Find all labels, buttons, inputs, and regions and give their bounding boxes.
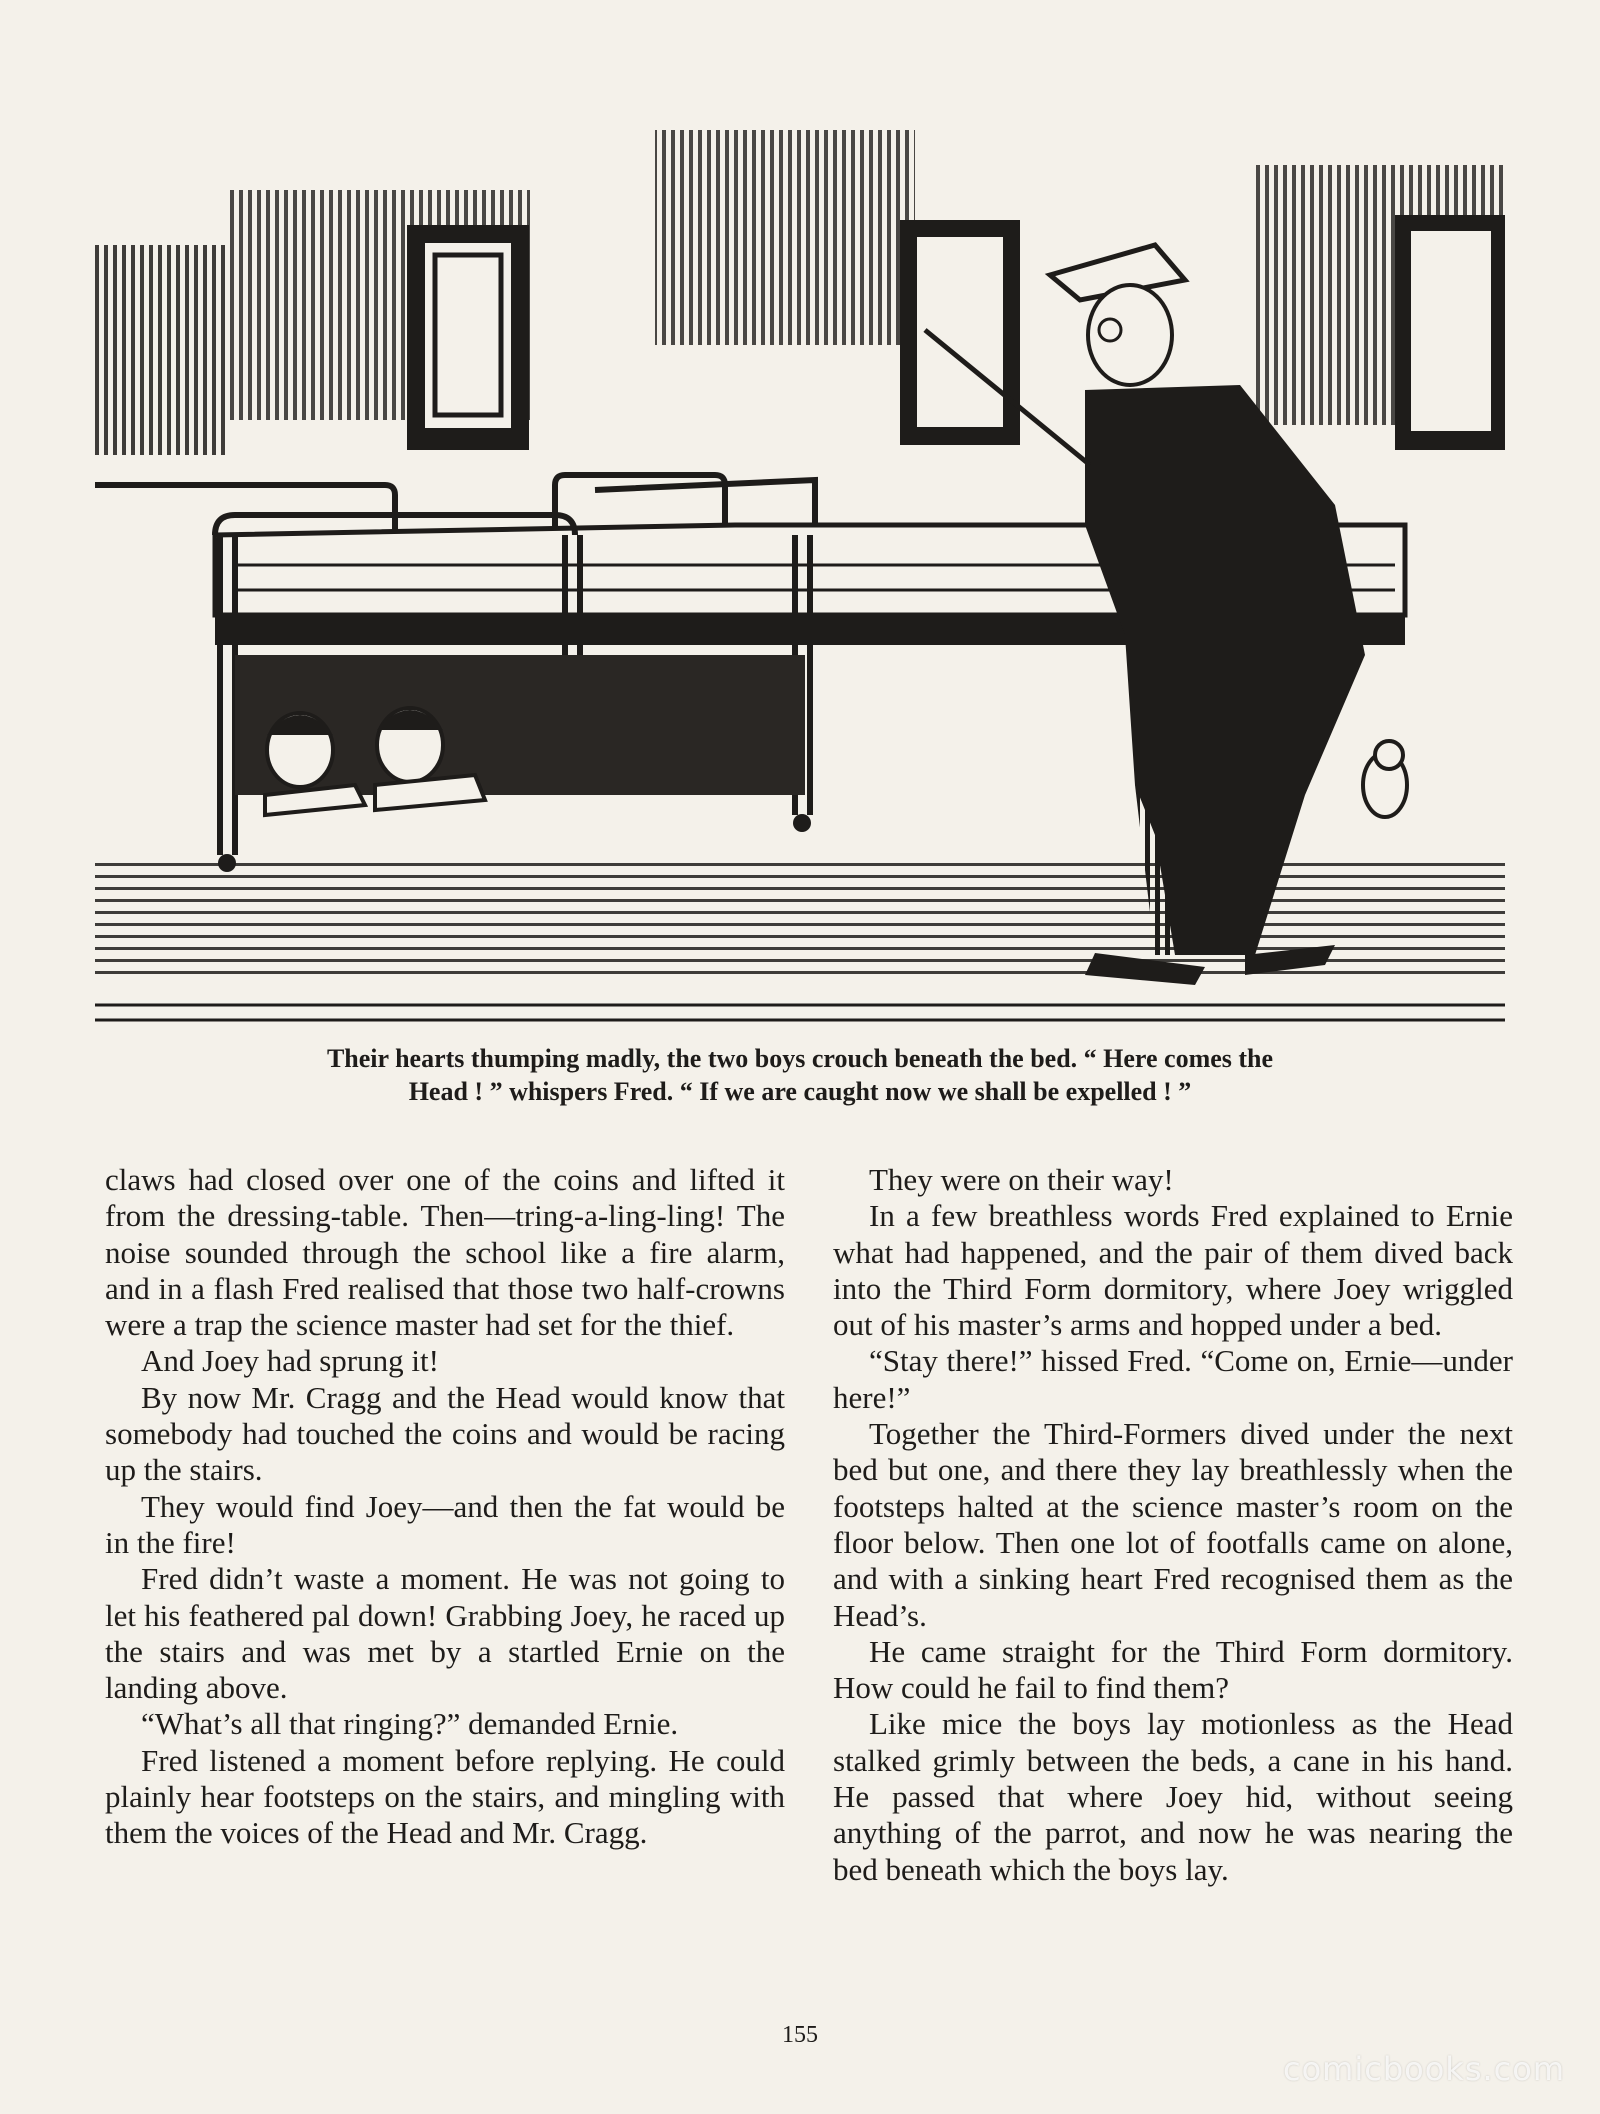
- caption-line-1: Their hearts thumping madly, the two boys crouch beneath the bed. “ Here comes the: [326, 1044, 1274, 1073]
- picture-frame-left: [407, 225, 529, 450]
- paragraph: And Joey had sprung it!: [141, 1343, 439, 1379]
- caption-line-2: Head ! ” whispers Fred. “ If we are caught now we shall be expelled ! ”: [408, 1077, 1192, 1106]
- paragraph: Like mice the boys lay motionless as the Head stalked grimly between the beds, a cane in his hand. He passed that where Joey hid, without seeing anything of the parrot, and now he was nearing the bed beneath which the boys lay.: [833, 1706, 1513, 1887]
- paragraph: Fred listened a moment before replying. He could plainly hear footsteps on the stairs, and mingling with them the voices of the Head and Mr. Cragg.: [105, 1742, 785, 1851]
- paragraph: claws had closed over one of the coins and lifted it from the dressing-table. Then—tring-a-ling-ling! The noise sounded through the school like a fire alarm, and in a flash Fred realised that those two half-crowns were a trap the science master had set for the thief.: [105, 1162, 785, 1343]
- paragraph: Fred didn’t waste a moment. He was not going to let his feathered pal down! Grabbing Joey, he raced up the stairs and was met by a startled Ernie on the landing above.: [105, 1561, 785, 1706]
- paragraph: “Stay there!” hissed Fred. “Come on, Ernie—under here!”: [833, 1343, 1513, 1415]
- story-column-left: [105, 1162, 785, 1852]
- picture-frame-middle: [900, 220, 1020, 445]
- paragraph: He came straight for the Third Form dormitory. How could he fail to find them?: [833, 1633, 1513, 1706]
- watermark: comicbooks.com: [1282, 2050, 1565, 2088]
- wall-shading: [95, 130, 1505, 455]
- page-number: 155: [782, 2022, 818, 2048]
- parrot-joey: [1363, 741, 1407, 817]
- paragraph: “What’s all that ringing?” demanded Ernie.: [141, 1706, 679, 1742]
- paragraph: They were on their way!: [869, 1162, 1174, 1197]
- paragraph: Together the Third-Formers dived under the next bed but one, and there they lay breathlessly when the footsteps halted at the science master’s room on the floor below. Then one lot of footfalls came on alone, and with a sinking heart Fred recognised them as the Head’s.: [833, 1416, 1513, 1633]
- paragraph: By now Mr. Cragg and the Head would know that somebody had touched the coins and would be racing up the stairs.: [105, 1379, 785, 1488]
- paragraph: They would find Joey—and then the fat would be in the fire!: [105, 1488, 785, 1560]
- dormitory-illustration: [95, 95, 1505, 1030]
- illustration-caption: [95, 1042, 1505, 1108]
- picture-frame-right: [1395, 215, 1505, 450]
- paragraph: In a few breathless words Fred explained to Ernie what had happened, and the pair of them dived back into the Third Form dormitory, where Joey wriggled out of his master’s arms and hopped under a bed.: [833, 1198, 1513, 1343]
- story-column-right: [833, 1162, 1513, 1888]
